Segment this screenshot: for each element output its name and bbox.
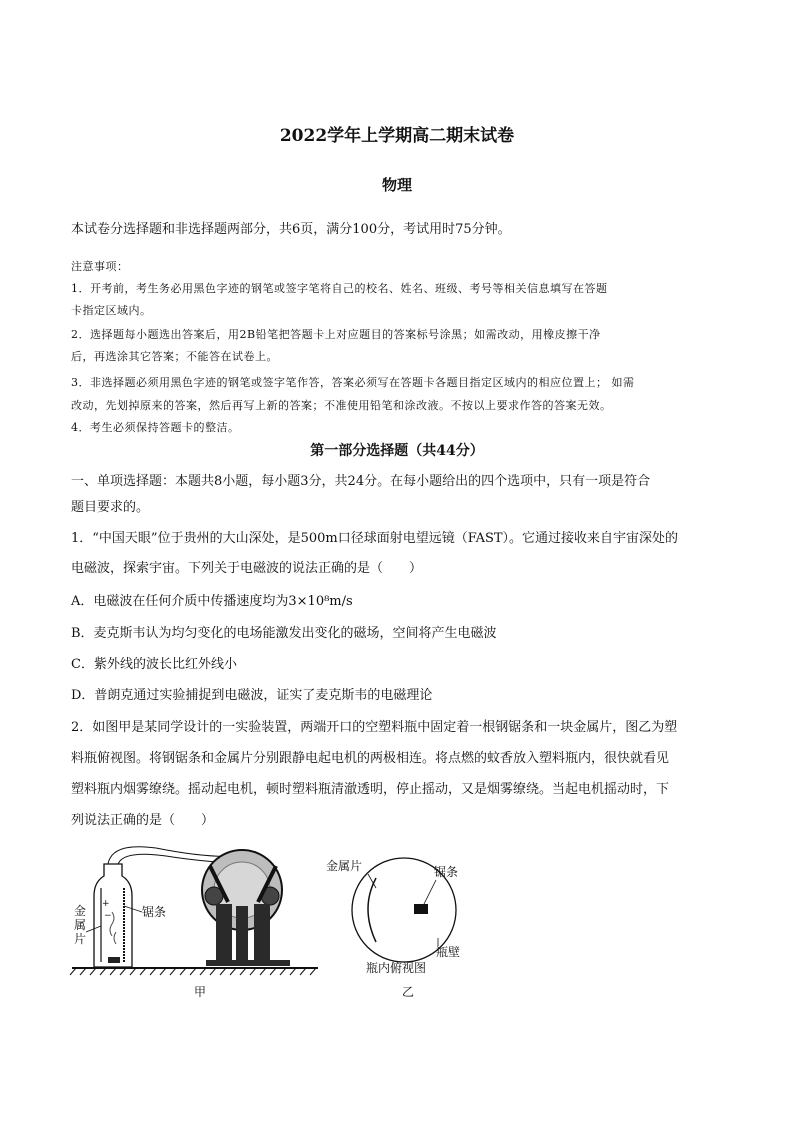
metal-plate-label: 金	[74, 904, 87, 918]
saw-blade-mark	[414, 904, 428, 914]
figure-yi-caption: 乙	[402, 985, 415, 999]
notice-line: 3．非选择题必须用黑色字迹的钢笔或签字笔作答，答案必须写在答题卡各题目指定区域内的相应位置上； 如需	[71, 376, 635, 389]
figure-jia-caption: 甲	[194, 985, 207, 999]
figure-yi	[320, 848, 480, 1000]
subject-title: 物理	[381, 176, 412, 194]
metal-plate-label: 金属片	[326, 859, 363, 873]
figure-jia	[66, 836, 326, 1001]
q1-option-c: C．紫外线的波长比红外线小	[71, 657, 237, 672]
question-2-stem: 列说法正确的是（ ）	[71, 813, 215, 828]
exam-title: 2022学年上学期高二期末试卷	[279, 126, 515, 146]
plus-sign: +	[102, 899, 110, 909]
notice-line: 后，再选涂其它答案；不能答在试卷上。	[71, 350, 278, 363]
notice-line: 1．开考前，考生务必用黑色字迹的钢笔或签字笔将自己的校名、姓名、班级、考号等相关信息填写在答题	[71, 282, 608, 295]
q1-option-b: B．麦克斯韦认为均匀变化的电场能激发出变化的磁场，空间将产生电磁波	[71, 626, 497, 641]
notice-line: 改动，先划掉原来的答案，然后再写上新的答案；不准使用铅笔和涂改液。不按以上要求作答的答案无效。	[71, 399, 612, 412]
plastic-bottle	[94, 864, 132, 967]
bottle-wall-label: 瓶壁	[436, 945, 461, 959]
part1-instruction: 题目要求的。	[71, 500, 150, 515]
notice-heading: 注意事项：	[71, 260, 129, 273]
notice-line: 2．选择题每小题选出答案后，用2B铅笔把答题卡上对应题目的答案标号涂黑；如需改动，用橡皮擦干净	[71, 328, 601, 341]
question-1-stem: 1．“中国天眼”位于贵州的大山深处，是500m口径球面射电望远镜（FAST）。它通过接收来自宇宙深处的	[71, 531, 679, 546]
part1-instruction: 一、单项选择题：本题共8小题，每小题3分，共24分。在每小题给出的四个选项中，只有一项是符合	[71, 474, 651, 489]
electrostatic-generator	[202, 850, 290, 966]
metal-plate-label: 片	[74, 932, 87, 946]
question-2-stem: 料瓶俯视图。将钢锯条和金属片分别跟静电起电机的两极相连。将点燃的蚊香放入塑料瓶内，很快就看见	[71, 751, 670, 766]
q1-option-d: D．普朗克通过实验捕捉到电磁波，证实了麦克斯韦的电磁理论	[71, 688, 433, 703]
saw-blade-label: 锯条	[434, 865, 459, 879]
top-view-label: 瓶内俯视图	[366, 961, 427, 975]
q1-option-a: A．电磁波在任何介质中传播速度均为3×10⁸m/s	[71, 594, 353, 609]
question-2-stem: 2．如图甲是某同学设计的一实验装置，两端开口的空塑料瓶中固定着一根钢锯条和一块金属片，图乙为塑	[71, 720, 678, 735]
saw-blade-label: 锯条	[142, 905, 167, 919]
metal-plate-arc	[368, 878, 376, 942]
notice-line: 卡指定区域内。	[71, 304, 152, 317]
question-1-stem: 电磁波，探索宇宙。下列关于电磁波的说法正确的是（ ）	[71, 561, 423, 576]
notice-line: 4．考生必须保持答题卡的整洁。	[71, 421, 240, 434]
minus-sign: −	[104, 911, 112, 921]
metal-plate-label: 属	[74, 918, 87, 932]
exam-intro: 本试卷分选择题和非选择题两部分，共6页，满分100分，考试用时75分钟。	[71, 222, 511, 237]
part1-heading: 第一部分选择题（共44分）	[310, 443, 484, 459]
question-2-stem: 塑料瓶内烟雾缭绕。摇动起电机，顿时塑料瓶清澈透明，停止摇动，又是烟雾缭绕。当起电机摇动时，下	[71, 782, 670, 797]
